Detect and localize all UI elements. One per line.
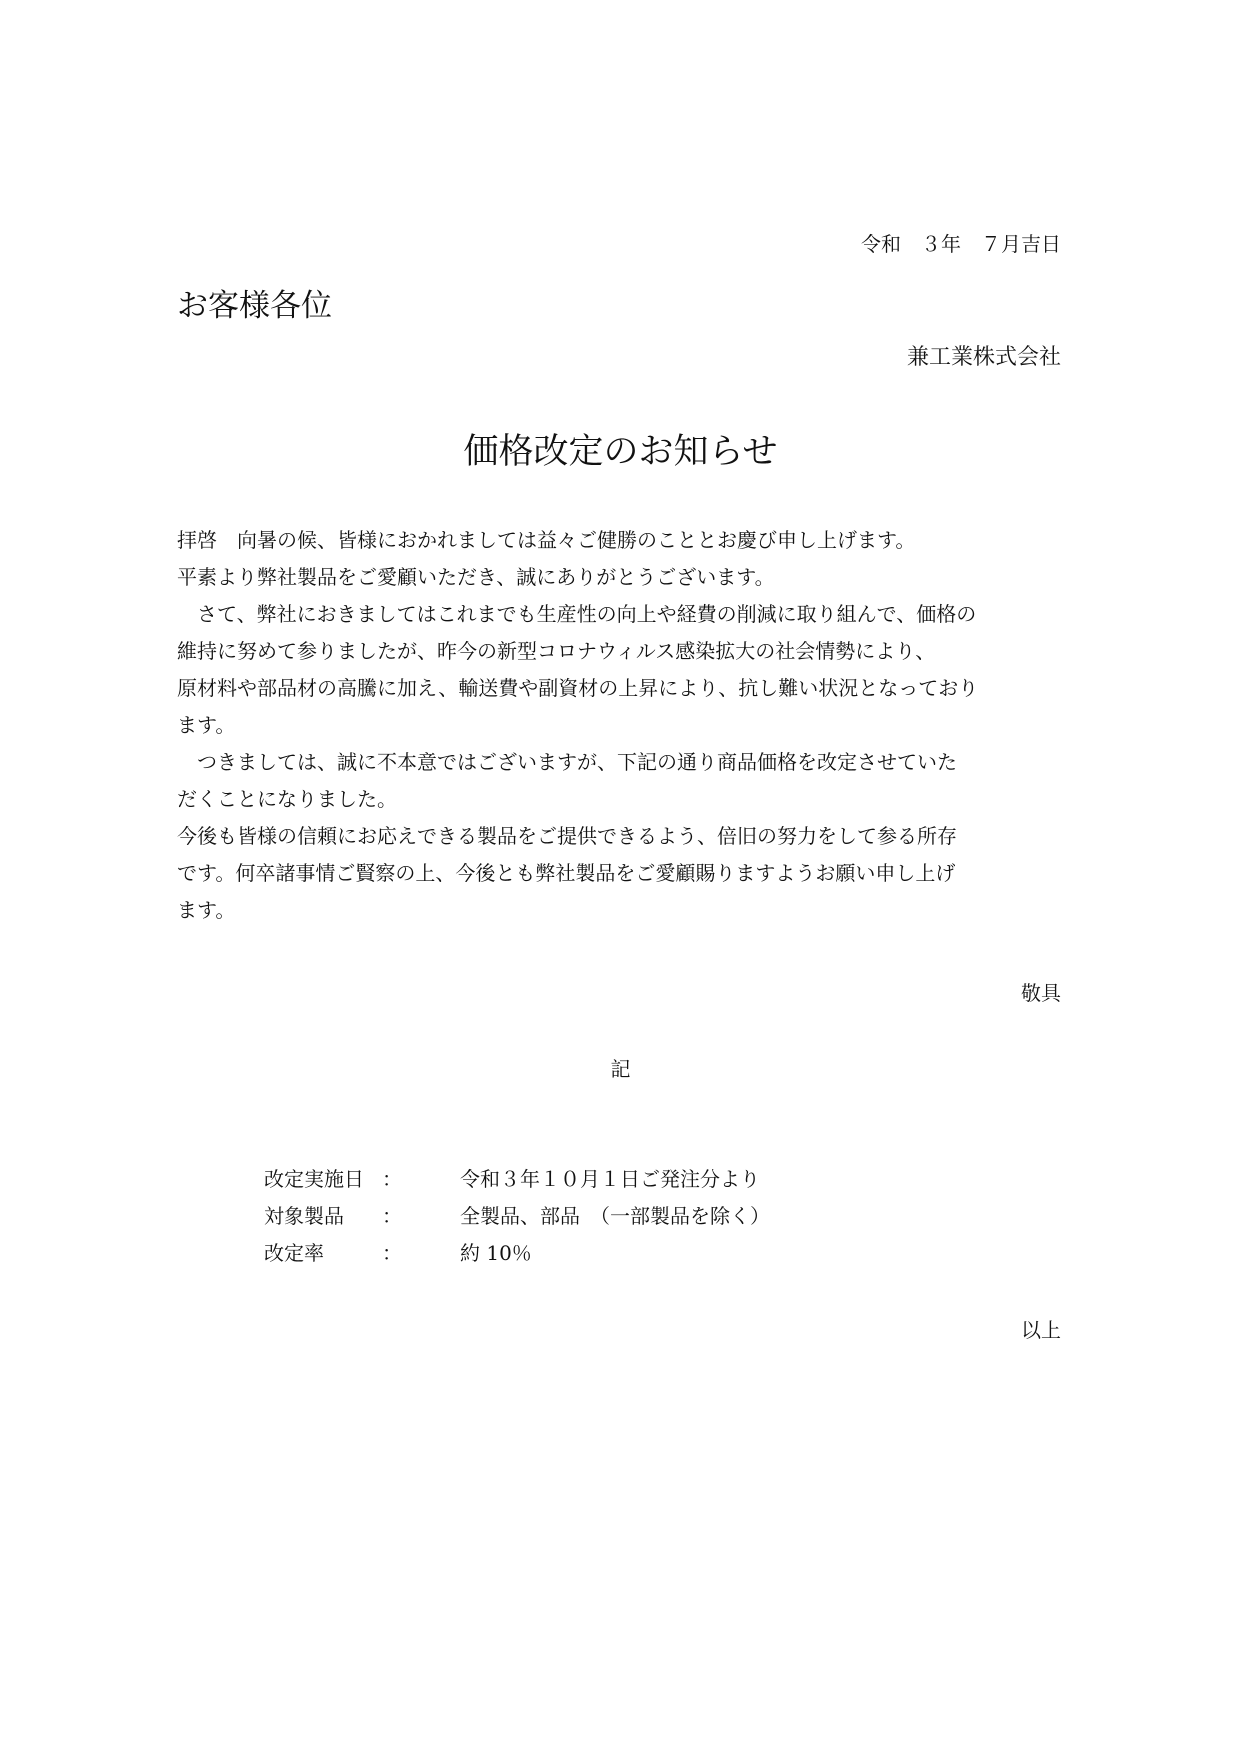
detail-label: 改定率: [264, 1241, 324, 1265]
body-line: つきましては、誠に不本意ではございますが、下記の通り商品価格を改定させていた: [177, 750, 957, 774]
detail-value: 約 10％: [460, 1241, 532, 1265]
body-line: 維持に努めて参りましたが、昨今の新型コロナウィルス感染拡大の社会情勢により、: [177, 639, 936, 663]
body-line: だくことになりました。: [177, 787, 397, 811]
ki-heading: 記: [610, 1057, 631, 1081]
detail-colon: ：: [382, 1167, 402, 1191]
detail-colon: ：: [382, 1204, 402, 1228]
body-line: さて、弊社におきましてはこれまでも生産性の向上や経費の削減に取り組んで、価格の: [177, 602, 977, 626]
body-line: 今後も皆様の信頼にお応えできる製品をご提供できるよう、倍旧の努力をして参る所存: [177, 824, 957, 848]
detail-colon: ：: [382, 1241, 402, 1265]
recipient-heading: お客様各位: [177, 288, 332, 324]
body-line: ます。: [177, 898, 236, 922]
document-date: 令和 ３年 ７月吉日: [861, 232, 1061, 256]
body-line: 平素より弊社製品をご愛顧いただき、誠にありがとうございます。: [177, 565, 775, 589]
letter-body: [177, 522, 1062, 929]
document-title: 価格改定のお知らせ: [463, 432, 778, 472]
detail-value: 全製品、部品 （一部製品を除く）: [460, 1204, 770, 1228]
body-line: ます。: [177, 713, 236, 737]
sender-company: 兼工業株式会社: [906, 345, 1061, 370]
body-line: です。何卒諸事情ご賢察の上、今後とも弊社製品をご愛顧賜りますようお願い申し上げ: [177, 861, 956, 885]
body-line: 原材料や部品材の高騰に加え、輸送費や副資材の上昇により、抗し難い状況となっており: [177, 676, 979, 700]
closing-keigu: 敬具: [1021, 981, 1061, 1005]
closing-ijo: 以上: [1021, 1318, 1061, 1342]
body-line: 拝啓 向暑の候、皆様におかれましては益々ご健勝のこととお慶び申し上げます。: [177, 528, 916, 552]
detail-label: 対象製品: [264, 1204, 344, 1228]
detail-value: 令和３年１０月１日ご発注分より: [460, 1167, 760, 1191]
detail-label: 改定実施日: [264, 1167, 364, 1191]
